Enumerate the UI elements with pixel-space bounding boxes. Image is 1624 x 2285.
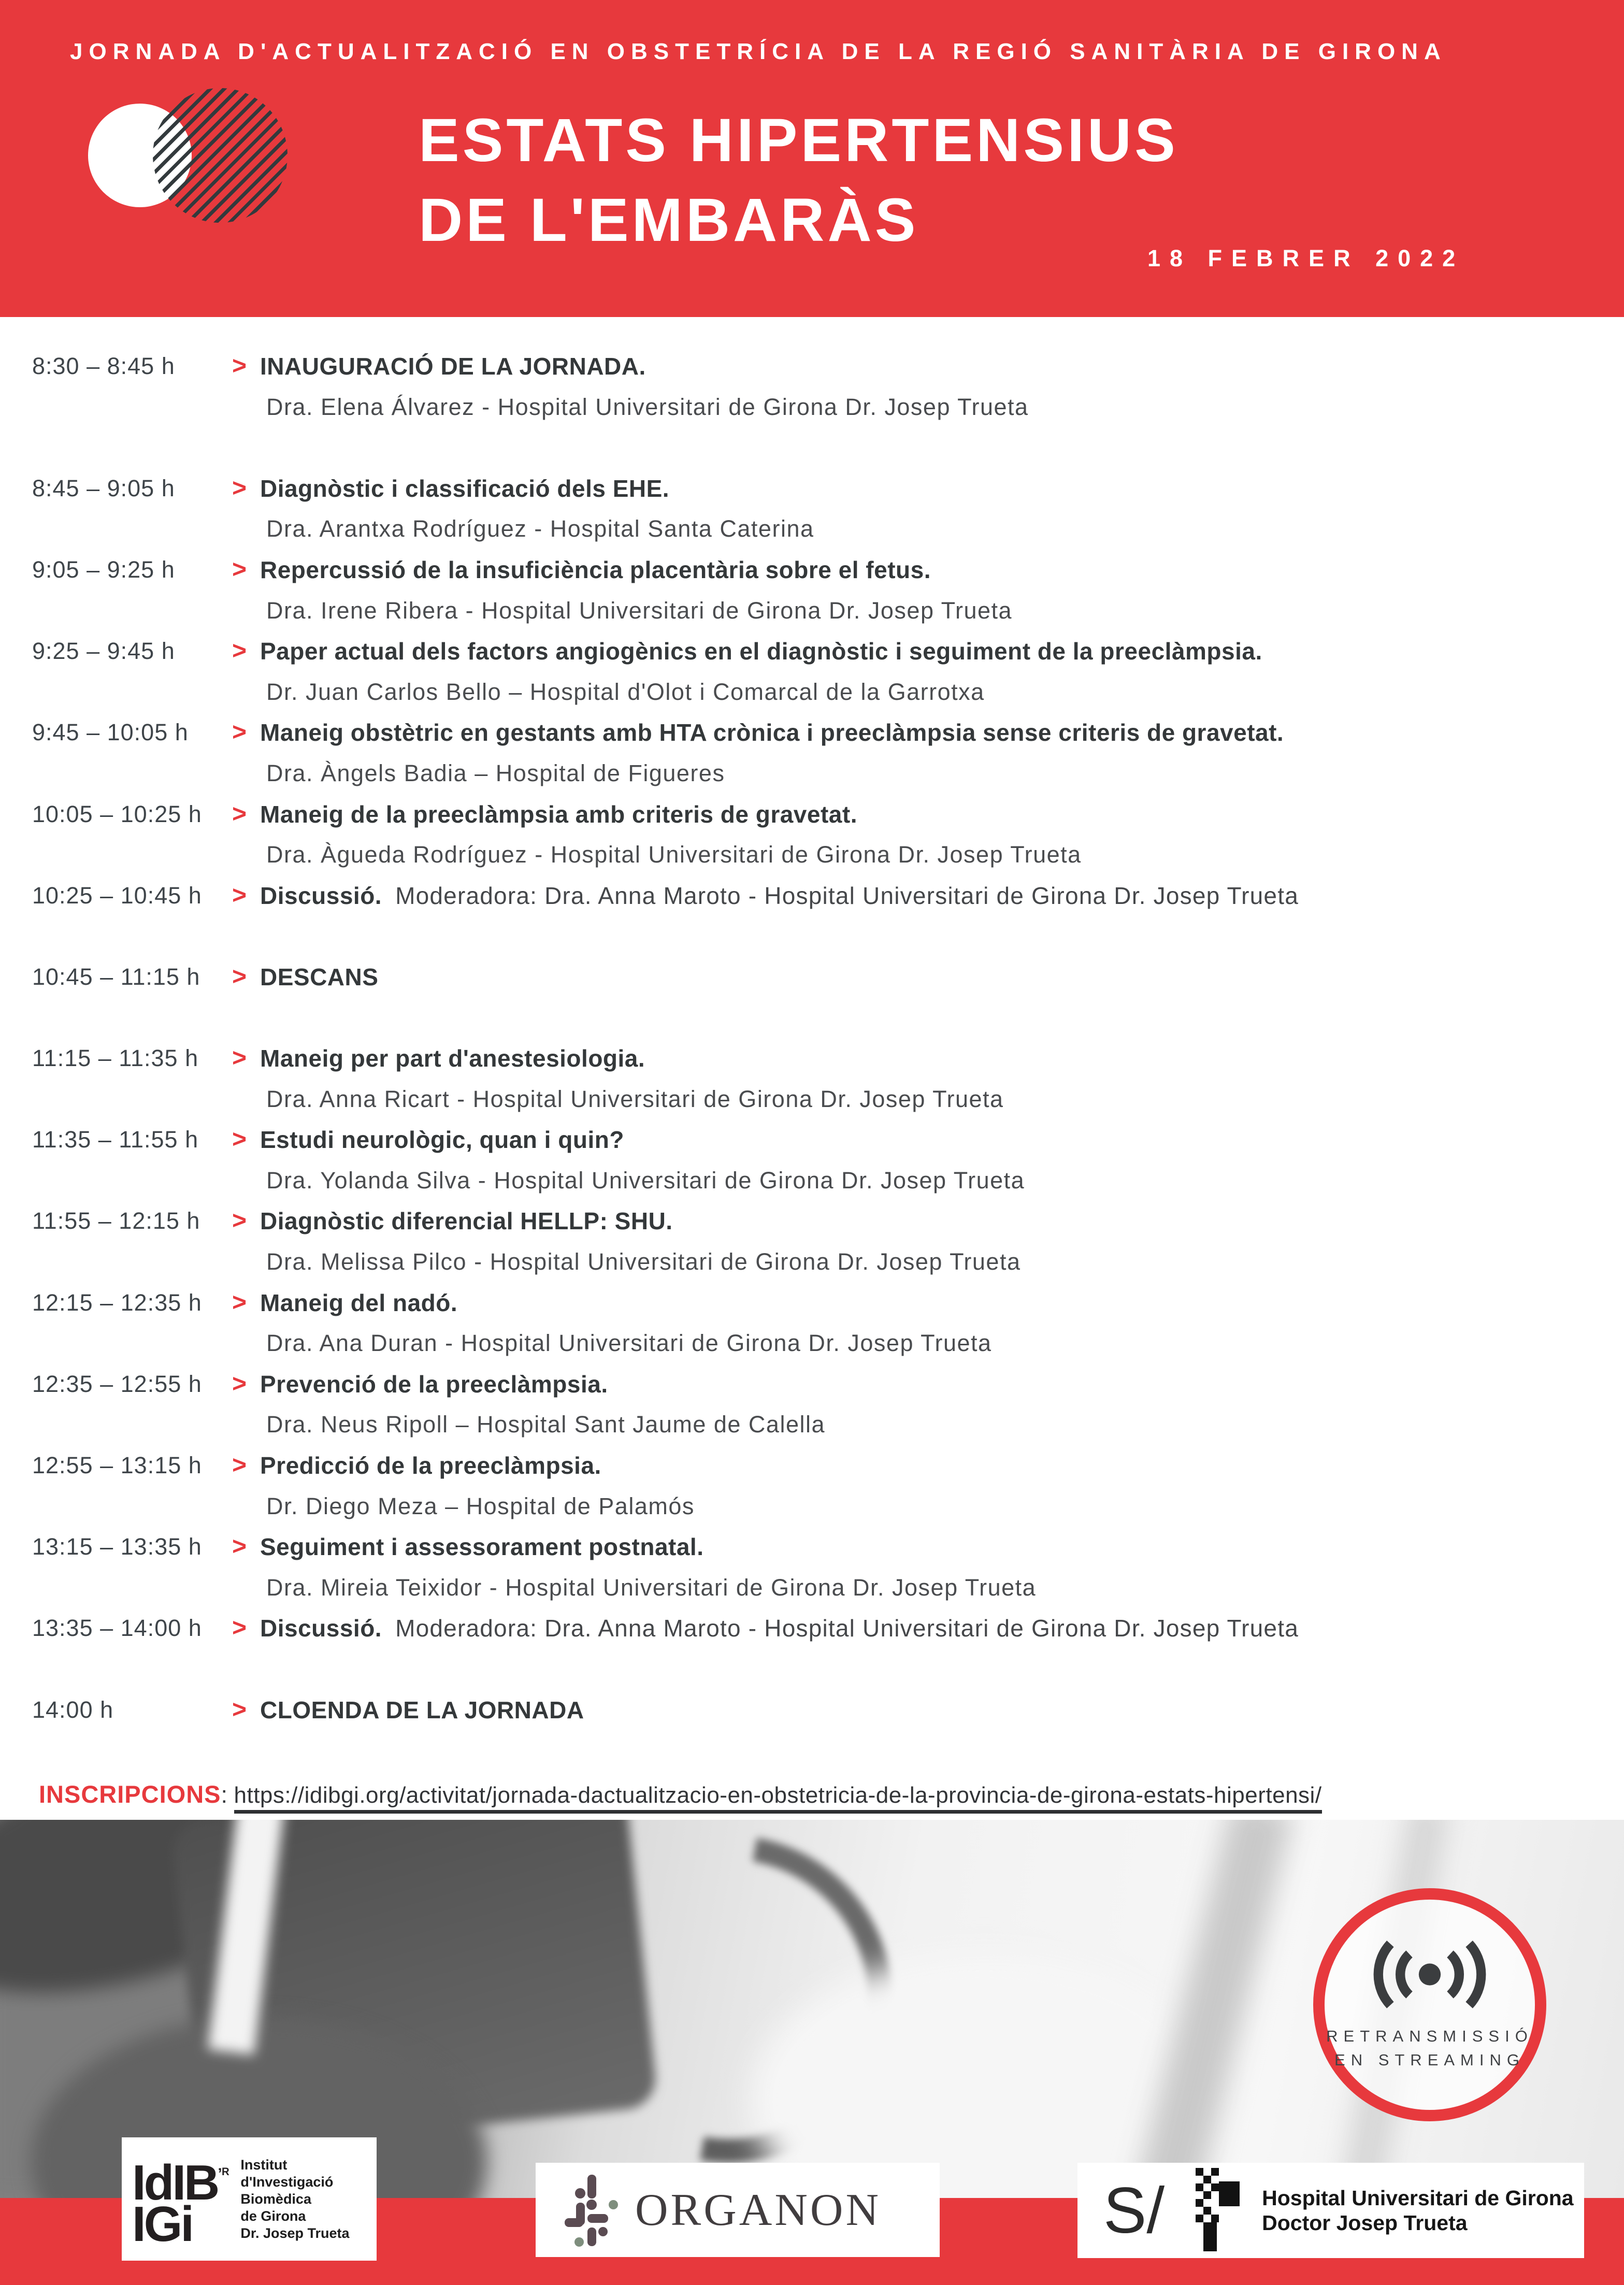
session-speaker: Dra. Ana Duran - Hospital Universitari de Girona Dr. Josep Trueta	[266, 1330, 992, 1357]
schedule-item	[0, 346, 1624, 387]
session-title: INAUGURACIÓ DE LA JORNADA.	[260, 353, 646, 380]
schedule-speaker-line	[0, 672, 1624, 713]
session-time: 9:25 – 9:45 h	[32, 638, 175, 665]
schedule-item	[0, 1283, 1624, 1324]
schedule-item	[0, 631, 1624, 672]
session-speaker: Dra. Neus Ripoll – Hospital Sant Jaume de Calella	[266, 1411, 825, 1438]
chevron-icon: >	[232, 1452, 247, 1479]
streaming-badge-line2: EN STREAMING	[1334, 2050, 1525, 2069]
session-title: Paper actual dels factors angiogènics en el diagnòstic i seguiment de la preeclàmpsia.	[260, 638, 1262, 665]
schedule-speaker-line	[0, 1486, 1624, 1527]
session-title: Diagnòstic diferencial HELLP: SHU.	[260, 1208, 673, 1235]
schedule-item	[0, 550, 1624, 591]
session-speaker: Dra. Àngels Badia – Hospital de Figueres	[266, 759, 725, 786]
schedule-speaker-line	[0, 387, 1624, 428]
event-title-line2: DE L'EMBARÀS	[419, 186, 919, 254]
session-title: Predicció de la preeclàmpsia.	[260, 1452, 601, 1479]
schedule-item	[0, 1527, 1624, 1568]
session-speaker: Dra. Elena Álvarez - Hospital Universitari de Girona Dr. Josep Trueta	[266, 393, 1029, 420]
schedule-speaker-line	[0, 509, 1624, 550]
logo-idibgi	[122, 2137, 377, 2261]
schedule-speaker-line	[0, 591, 1624, 631]
header-banner	[0, 0, 1624, 317]
session-title: Diagnòstic i classificació dels EHE.	[260, 475, 670, 502]
schedule-item	[0, 1690, 1624, 1731]
session-time: 11:35 – 11:55 h	[32, 1126, 199, 1153]
session-time: 13:35 – 14:00 h	[32, 1615, 202, 1642]
streaming-badge	[1313, 1888, 1546, 2121]
session-time: 10:05 – 10:25 h	[32, 800, 202, 827]
chevron-icon: >	[232, 800, 247, 828]
session-moderator: Moderadora: Dra. Anna Maroto - Hospital Universitari de Girona Dr. Josep Trueta	[395, 882, 1299, 909]
organon-starburst-icon	[561, 2171, 622, 2249]
session-moderator: Moderadora: Dra. Anna Maroto - Hospital Universitari de Girona Dr. Josep Trueta	[395, 1615, 1299, 1642]
session-time: 8:30 – 8:45 h	[32, 353, 175, 379]
logo-organon	[536, 2163, 940, 2257]
session-time: 14:00 h	[32, 1696, 114, 1723]
session-title: Discussió. Moderadora: Dra. Anna Maroto - Hospital Universitari de Girona Dr. Josep Trueta	[260, 882, 1299, 909]
session-time: 9:05 – 9:25 h	[32, 556, 175, 583]
trueta-name-lines: Hospital Universitari de Girona Doctor Josep Trueta	[1262, 2186, 1574, 2235]
schedule-speaker-line	[0, 1323, 1624, 1364]
schedule-list	[0, 346, 1624, 1730]
schedule-speaker-line	[0, 1404, 1624, 1445]
schedule-spacer	[0, 916, 1624, 957]
idibgi-wordmark: IdIB$^{’ᴿ}$ IGi	[132, 2154, 229, 2252]
chevron-icon: >	[232, 637, 247, 665]
idibgi-registered-mark: ’ᴿ	[218, 2165, 229, 2182]
chevron-icon: >	[232, 1533, 247, 1561]
inscriptions-row	[39, 1774, 1322, 1815]
schedule-item	[0, 1445, 1624, 1486]
session-speaker: Dra. Yolanda Silva - Hospital Universitari de Girona Dr. Josep Trueta	[266, 1167, 1025, 1194]
chevron-icon: >	[232, 474, 247, 502]
event-date: 18 FEBRER 2022	[1147, 245, 1465, 271]
logo-hospital-trueta	[1077, 2163, 1584, 2258]
session-speaker: Dra. Àgueda Rodríguez - Hospital Universitari de Girona Dr. Josep Trueta	[266, 841, 1082, 868]
session-time: 12:15 – 12:35 h	[32, 1289, 202, 1316]
session-time: 11:15 – 11:35 h	[32, 1045, 199, 1072]
chevron-icon: >	[232, 555, 247, 583]
session-title: DESCANS	[260, 963, 379, 990]
session-time: 12:35 – 12:55 h	[32, 1370, 202, 1397]
session-title: CLOENDA DE LA JORNADA	[260, 1696, 584, 1723]
schedule-speaker-line	[0, 835, 1624, 875]
schedule-item	[0, 1201, 1624, 1242]
broadcast-icon	[1371, 1938, 1488, 2011]
session-title: Discussió. Moderadora: Dra. Anna Maroto - Hospital Universitari de Girona Dr. Josep Trueta	[260, 1615, 1299, 1642]
session-title: Seguiment i assessorament postnatal.	[260, 1533, 704, 1561]
session-title: Estudi neurològic, quan i quin?	[260, 1126, 624, 1154]
session-speaker: Dra. Mireia Teixidor - Hospital Universitari de Girona Dr. Josep Trueta	[266, 1574, 1037, 1601]
chevron-icon: >	[232, 881, 247, 909]
session-title: Prevenció de la preeclàmpsia.	[260, 1370, 608, 1398]
schedule-item	[0, 875, 1624, 916]
schedule-speaker-line	[0, 753, 1624, 794]
organon-wordmark: ORGANON	[635, 2185, 881, 2235]
session-speaker: Dra. Arantxa Rodríguez - Hospital Santa Caterina	[266, 515, 814, 542]
chevron-icon: >	[232, 1614, 247, 1642]
session-time: 13:15 – 13:35 h	[32, 1533, 202, 1560]
chevron-icon: >	[232, 1695, 247, 1723]
logo-circle-hatched-icon	[153, 88, 288, 223]
session-speaker: Dr. Diego Meza – Hospital de Palamós	[266, 1492, 695, 1519]
schedule-item	[0, 468, 1624, 509]
chevron-icon: >	[232, 962, 247, 990]
session-time: 10:45 – 11:15 h	[32, 963, 200, 990]
schedule-item	[0, 1608, 1624, 1649]
salut-s-mark: S/	[1103, 2174, 1165, 2247]
event-title-line1: ESTATS HIPERTENSIUS	[419, 106, 1179, 175]
session-title: Maneig per part d'anestesiologia.	[260, 1045, 645, 1072]
session-title: Maneig del nadó.	[260, 1289, 458, 1316]
schedule-spacer	[0, 1649, 1624, 1690]
inscriptions-label: INSCRIPCIONS	[39, 1780, 221, 1808]
schedule-speaker-line	[0, 1160, 1624, 1201]
session-time: 10:25 – 10:45 h	[32, 882, 202, 909]
session-title: Maneig obstètric en gestants amb HTA crònica i preeclàmpsia sense criteris de gravetat.	[260, 719, 1284, 746]
chevron-icon: >	[232, 1288, 247, 1316]
chevron-icon: >	[232, 1207, 247, 1235]
schedule-speaker-line	[0, 1079, 1624, 1120]
schedule-speaker-line	[0, 1242, 1624, 1283]
trueta-cross-icon	[1184, 2167, 1242, 2254]
chevron-icon: >	[232, 352, 247, 380]
schedule-item	[0, 1119, 1624, 1160]
session-speaker: Dr. Juan Carlos Bello – Hospital d'Olot i Comarcal de la Garrotxa	[266, 678, 985, 705]
streaming-badge-line1: RETRANSMISSIÓ	[1326, 2027, 1533, 2045]
chevron-icon: >	[232, 718, 247, 746]
inscriptions-separator: :	[221, 1781, 234, 1808]
schedule-item	[0, 712, 1624, 753]
session-time: 9:45 – 10:05 h	[32, 719, 189, 746]
chevron-icon: >	[232, 1044, 247, 1072]
schedule-item	[0, 1038, 1624, 1079]
chevron-icon: >	[232, 1370, 247, 1398]
session-time: 12:55 – 13:15 h	[32, 1452, 202, 1479]
schedule-speaker-line	[0, 1568, 1624, 1608]
schedule-item	[0, 1364, 1624, 1405]
schedule-item	[0, 957, 1624, 998]
session-time: 8:45 – 9:05 h	[32, 475, 175, 501]
session-time: 11:55 – 12:15 h	[32, 1208, 200, 1234]
session-title: Repercussió de la insuficiència placentària sobre el fetus.	[260, 556, 931, 583]
chevron-icon: >	[232, 1126, 247, 1154]
idibgi-name-lines: Institut d'Investigació Biomèdica de Girona Dr. Josep Trueta	[240, 2157, 350, 2241]
event-kicker: JORNADA D'ACTUALITZACIÓ EN OBSTETRÍCIA DE LA REGIÓ SANITÀRIA DE GIRONA	[70, 39, 1447, 64]
session-speaker: Dra. Irene Ribera - Hospital Universitari de Girona Dr. Josep Trueta	[266, 597, 1013, 624]
session-speaker: Dra. Melissa Pilco - Hospital Universitari de Girona Dr. Josep Trueta	[266, 1248, 1021, 1275]
schedule-spacer	[0, 998, 1624, 1039]
schedule-item	[0, 794, 1624, 835]
inscriptions-link[interactable]: https://idibgi.org/activitat/jornada-dactualitzacio-en-obstetricia-de-la-provincia-de-girona-estats-hipertensi/	[234, 1783, 1322, 1814]
session-title: Maneig de la preeclàmpsia amb criteris de gravetat.	[260, 800, 857, 828]
session-speaker: Dra. Anna Ricart - Hospital Universitari de Girona Dr. Josep Trueta	[266, 1085, 1004, 1112]
schedule-spacer	[0, 427, 1624, 468]
